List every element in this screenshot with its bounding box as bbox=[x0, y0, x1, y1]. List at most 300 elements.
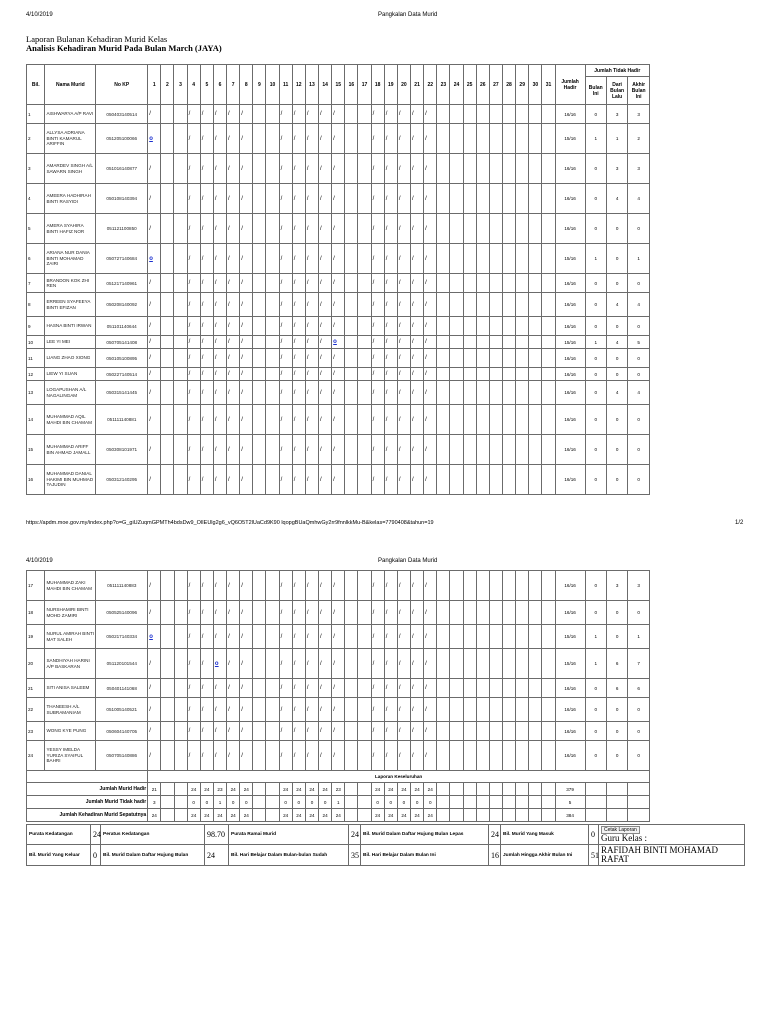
day-cell bbox=[450, 722, 463, 741]
student-bulan-ini: 1 bbox=[585, 625, 606, 649]
day-cell-present: / bbox=[187, 465, 200, 495]
day-cell-present: / bbox=[279, 293, 292, 317]
day-cell-present: / bbox=[227, 435, 240, 465]
student-name: NURUL AMIRAH BINTI MAT SALEH bbox=[45, 625, 96, 649]
day-cell bbox=[358, 124, 371, 154]
day-cell-present: / bbox=[213, 679, 226, 698]
day-cell-present: / bbox=[319, 274, 332, 293]
summary-day-value bbox=[516, 809, 529, 822]
day-cell-present: / bbox=[187, 601, 200, 625]
student-name: SANDHIYAH HARINI A/P BASKARAN bbox=[45, 649, 96, 679]
day-cell-present: / bbox=[384, 741, 397, 771]
student-hadir: 16/16 bbox=[555, 741, 585, 771]
day-cell-present: / bbox=[213, 435, 226, 465]
day-cell-present: / bbox=[319, 601, 332, 625]
day-cell bbox=[463, 154, 476, 184]
day-cell-present: / bbox=[187, 349, 200, 368]
day-cell bbox=[542, 465, 555, 495]
day-cell bbox=[529, 698, 542, 722]
day-cell bbox=[529, 124, 542, 154]
student-dari-bulan-lalu: 0 bbox=[606, 465, 627, 495]
day-cell-present: / bbox=[148, 154, 161, 184]
day-cell bbox=[476, 741, 489, 771]
day-cell-present: / bbox=[148, 571, 161, 601]
day-cell-present: / bbox=[292, 336, 305, 349]
student-name: NURSHAMIRI BINTI MOHD ZAMIRI bbox=[45, 601, 96, 625]
day-cell-present: / bbox=[424, 649, 437, 679]
day-cell bbox=[358, 698, 371, 722]
day-cell bbox=[489, 124, 502, 154]
day-cell bbox=[345, 625, 358, 649]
day-cell bbox=[503, 105, 516, 124]
day-cell-present: / bbox=[411, 336, 424, 349]
day-cell bbox=[529, 274, 542, 293]
hari-sudah-value: 35 bbox=[349, 845, 361, 866]
day-cell bbox=[450, 649, 463, 679]
day-cell-present: / bbox=[240, 722, 253, 741]
day-cell bbox=[476, 336, 489, 349]
day-cell bbox=[516, 105, 529, 124]
day-cell-present: / bbox=[305, 368, 318, 381]
student-bil: 7 bbox=[27, 274, 45, 293]
student-akhir-bulan-ini: 0 bbox=[628, 465, 650, 495]
day-cell bbox=[489, 154, 502, 184]
day-cell-present: / bbox=[200, 571, 213, 601]
day-cell bbox=[503, 274, 516, 293]
day-cell bbox=[489, 679, 502, 698]
day-cell-present: / bbox=[384, 405, 397, 435]
day-cell-present: / bbox=[213, 317, 226, 336]
summary-label: Jumlah Murid Tidak hadir bbox=[27, 796, 148, 809]
day-cell-present: / bbox=[332, 381, 345, 405]
day-cell bbox=[463, 274, 476, 293]
col-day: 19 bbox=[384, 65, 397, 105]
day-cell-present: / bbox=[148, 336, 161, 349]
day-cell-present: / bbox=[200, 293, 213, 317]
day-cell-present: / bbox=[240, 124, 253, 154]
student-name: ERREEN SYAFEEYA BINTI EFIZAN bbox=[45, 293, 96, 317]
student-name: THANEESH A/L SUBRAMANIAM bbox=[45, 698, 96, 722]
day-cell bbox=[450, 274, 463, 293]
day-cell-present: / bbox=[305, 105, 318, 124]
day-cell-present: / bbox=[240, 154, 253, 184]
day-cell bbox=[437, 722, 450, 741]
day-cell-present: / bbox=[292, 154, 305, 184]
day-cell bbox=[266, 214, 279, 244]
day-cell bbox=[463, 698, 476, 722]
summary-day-value bbox=[503, 809, 516, 822]
day-cell-present: / bbox=[213, 184, 226, 214]
summary-day-value bbox=[253, 783, 266, 796]
col-jumlah-hadir: Jumlah Hadir bbox=[555, 65, 585, 105]
student-kp: 051217140961 bbox=[96, 274, 148, 293]
day-cell-present: / bbox=[200, 649, 213, 679]
day-cell-present: / bbox=[411, 405, 424, 435]
student-dari-bulan-lalu: 0 bbox=[606, 601, 627, 625]
day-cell bbox=[529, 317, 542, 336]
day-cell-present: / bbox=[279, 679, 292, 698]
day-cell-present: / bbox=[424, 154, 437, 184]
student-bil: 18 bbox=[27, 601, 45, 625]
guru-label: Guru Kelas : bbox=[601, 833, 647, 843]
student-kp: 051111140883 bbox=[96, 571, 148, 601]
day-cell-present: / bbox=[424, 698, 437, 722]
day-cell-absent[interactable]: o bbox=[332, 336, 345, 349]
day-cell bbox=[542, 601, 555, 625]
day-cell-present: / bbox=[227, 336, 240, 349]
summary-day-value: 0 bbox=[200, 796, 213, 809]
day-cell-present: / bbox=[305, 649, 318, 679]
summary-day-value: 1 bbox=[332, 796, 345, 809]
day-cell bbox=[437, 368, 450, 381]
day-cell-present: / bbox=[227, 293, 240, 317]
student-kp: 051205100066 bbox=[96, 124, 148, 154]
day-cell bbox=[358, 601, 371, 625]
day-cell-present: / bbox=[371, 381, 384, 405]
day-cell-present: / bbox=[371, 625, 384, 649]
student-kp: 050312140295 bbox=[96, 465, 148, 495]
day-cell bbox=[437, 601, 450, 625]
day-cell bbox=[253, 317, 266, 336]
day-cell-absent[interactable]: o bbox=[148, 244, 161, 274]
table-row bbox=[27, 368, 650, 381]
student-bil: 19 bbox=[27, 625, 45, 649]
student-bil: 21 bbox=[27, 679, 45, 698]
summary-day-value: 24 bbox=[240, 783, 253, 796]
day-cell-present: / bbox=[424, 679, 437, 698]
day-cell-present: / bbox=[187, 124, 200, 154]
day-cell-present: / bbox=[213, 154, 226, 184]
day-cell-present: / bbox=[187, 741, 200, 771]
day-cell bbox=[516, 214, 529, 244]
day-cell bbox=[476, 722, 489, 741]
day-cell-present: / bbox=[227, 317, 240, 336]
student-bil: 15 bbox=[27, 435, 45, 465]
day-cell-present: / bbox=[371, 435, 384, 465]
day-cell bbox=[253, 601, 266, 625]
day-cell-present: / bbox=[292, 214, 305, 244]
day-cell-present: / bbox=[148, 368, 161, 381]
day-cell bbox=[516, 244, 529, 274]
day-cell bbox=[463, 649, 476, 679]
summary-day-value: 24 bbox=[187, 809, 200, 822]
print-url[interactable]: https://apdm.moe.gov.my/index.php?o=G_giUZuqmGPMTh4bdsDw9_OlIEUlg2g6_vQ6O5T2lUaCd9K90 lqopgBUaQmhwGy2rr9fnnlkkMu-B&kelas=7790408&tahun=19 bbox=[26, 520, 434, 526]
summary-day-value: 24 bbox=[424, 809, 437, 822]
day-cell bbox=[463, 741, 476, 771]
day-cell bbox=[489, 571, 502, 601]
day-cell-present: / bbox=[384, 244, 397, 274]
day-cell bbox=[253, 741, 266, 771]
day-cell bbox=[463, 465, 476, 495]
student-hadir: 16/16 bbox=[555, 368, 585, 381]
summary-label: Jumlah Kehadiran Murid Sepatutnya bbox=[27, 809, 148, 822]
day-cell bbox=[503, 722, 516, 741]
day-cell bbox=[437, 214, 450, 244]
day-cell-present: / bbox=[332, 679, 345, 698]
summary-day-value: 0 bbox=[397, 796, 410, 809]
day-cell-present: / bbox=[227, 105, 240, 124]
day-cell bbox=[529, 381, 542, 405]
student-dari-bulan-lalu: 0 bbox=[606, 349, 627, 368]
summary-day-value bbox=[503, 796, 516, 809]
summary-day-value: 24 bbox=[200, 809, 213, 822]
cetak-laporan-button[interactable]: Cetak Laporan bbox=[601, 826, 640, 834]
day-cell-present: / bbox=[371, 698, 384, 722]
day-cell bbox=[358, 465, 371, 495]
day-cell bbox=[529, 244, 542, 274]
guru-name: RAFIDAH BINTI MOHAMAD RAFAT bbox=[601, 845, 718, 864]
day-cell bbox=[345, 698, 358, 722]
day-cell bbox=[161, 244, 174, 274]
day-cell-present: / bbox=[319, 214, 332, 244]
day-cell-absent[interactable]: o bbox=[213, 649, 226, 679]
day-cell-present: / bbox=[384, 184, 397, 214]
day-cell-present: / bbox=[371, 105, 384, 124]
table-row bbox=[27, 601, 650, 625]
student-dari-bulan-lalu: 4 bbox=[606, 336, 627, 349]
day-cell bbox=[437, 317, 450, 336]
day-cell bbox=[503, 244, 516, 274]
day-cell bbox=[358, 722, 371, 741]
day-cell bbox=[529, 571, 542, 601]
day-cell bbox=[345, 465, 358, 495]
day-cell bbox=[174, 698, 187, 722]
student-akhir-bulan-ini: 1 bbox=[628, 244, 650, 274]
student-bil: 24 bbox=[27, 741, 45, 771]
day-cell bbox=[503, 649, 516, 679]
day-cell-present: / bbox=[227, 349, 240, 368]
day-cell-present: / bbox=[200, 601, 213, 625]
table-row bbox=[27, 465, 650, 495]
day-cell bbox=[437, 105, 450, 124]
student-bulan-ini: 0 bbox=[585, 214, 606, 244]
day-cell-present: / bbox=[148, 349, 161, 368]
day-cell-present: / bbox=[397, 336, 410, 349]
student-name: AMEERA HADHIRAH BINTI RASYIDI bbox=[45, 184, 96, 214]
day-cell-present: / bbox=[240, 571, 253, 601]
day-cell-present: / bbox=[411, 124, 424, 154]
print-header-title: Pangkalan Data Murid bbox=[378, 12, 438, 18]
col-day: 5 bbox=[200, 65, 213, 105]
peratus-kedatangan-value: 98.70 bbox=[205, 825, 229, 845]
day-cell-present: / bbox=[227, 679, 240, 698]
summary-day-value: 24 bbox=[305, 783, 318, 796]
student-bulan-ini: 0 bbox=[585, 349, 606, 368]
day-cell-present: / bbox=[213, 214, 226, 244]
day-cell bbox=[174, 293, 187, 317]
day-cell-present: / bbox=[305, 214, 318, 244]
day-cell-present: / bbox=[292, 625, 305, 649]
day-cell bbox=[476, 465, 489, 495]
day-cell-present: / bbox=[424, 105, 437, 124]
student-hadir: 16/16 bbox=[555, 293, 585, 317]
day-cell bbox=[437, 405, 450, 435]
student-bulan-ini: 0 bbox=[585, 571, 606, 601]
day-cell bbox=[253, 349, 266, 368]
day-cell-present: / bbox=[187, 154, 200, 184]
day-cell-present: / bbox=[148, 405, 161, 435]
student-bil: 23 bbox=[27, 722, 45, 741]
day-cell bbox=[489, 105, 502, 124]
day-cell-present: / bbox=[424, 722, 437, 741]
day-cell-present: / bbox=[227, 368, 240, 381]
day-cell bbox=[345, 601, 358, 625]
day-cell-present: / bbox=[240, 698, 253, 722]
col-day: 24 bbox=[450, 65, 463, 105]
student-kp: 050403140514 bbox=[96, 105, 148, 124]
summary-day-value: 24 bbox=[384, 783, 397, 796]
day-cell bbox=[450, 435, 463, 465]
day-cell-present: / bbox=[397, 741, 410, 771]
day-cell-present: / bbox=[424, 601, 437, 625]
day-cell bbox=[253, 184, 266, 214]
day-cell-present: / bbox=[292, 698, 305, 722]
day-cell bbox=[345, 105, 358, 124]
day-cell-present: / bbox=[411, 317, 424, 336]
day-cell bbox=[489, 741, 502, 771]
print-date-page-2: 4/10/2019 bbox=[26, 558, 53, 564]
day-cell-present: / bbox=[305, 679, 318, 698]
student-kp: 050401141068 bbox=[96, 679, 148, 698]
summary-day-value bbox=[450, 796, 463, 809]
day-cell-present: / bbox=[148, 293, 161, 317]
day-cell bbox=[253, 625, 266, 649]
table-row bbox=[27, 244, 650, 274]
day-cell bbox=[358, 105, 371, 124]
day-cell bbox=[345, 381, 358, 405]
day-cell-present: / bbox=[305, 336, 318, 349]
day-cell-present: / bbox=[200, 368, 213, 381]
day-cell-present: / bbox=[411, 154, 424, 184]
student-hadir: 16/16 bbox=[555, 698, 585, 722]
day-cell-absent[interactable]: o bbox=[148, 124, 161, 154]
day-cell-present: / bbox=[319, 244, 332, 274]
day-cell-present: / bbox=[411, 649, 424, 679]
day-cell bbox=[489, 722, 502, 741]
day-cell-present: / bbox=[292, 435, 305, 465]
day-cell bbox=[345, 124, 358, 154]
day-cell bbox=[529, 154, 542, 184]
day-cell bbox=[253, 368, 266, 381]
day-cell bbox=[463, 405, 476, 435]
day-cell-absent[interactable]: o bbox=[148, 625, 161, 649]
summary-total: 379 bbox=[555, 783, 585, 796]
student-name: AMARDEV SINGH A/L SAWARN SINGH bbox=[45, 154, 96, 184]
day-cell-present: / bbox=[240, 405, 253, 435]
print-date: 4/10/2019 bbox=[26, 12, 53, 18]
day-cell bbox=[450, 184, 463, 214]
summary-day-value bbox=[253, 809, 266, 822]
day-cell bbox=[358, 649, 371, 679]
summary-day-value: 0 bbox=[411, 796, 424, 809]
day-cell-present: / bbox=[240, 741, 253, 771]
day-cell bbox=[463, 293, 476, 317]
day-cell-present: / bbox=[371, 349, 384, 368]
student-kp: 050705140886 bbox=[96, 741, 148, 771]
day-cell bbox=[253, 124, 266, 154]
student-bil: 22 bbox=[27, 698, 45, 722]
day-cell bbox=[266, 317, 279, 336]
day-cell bbox=[345, 154, 358, 184]
student-bil: 14 bbox=[27, 405, 45, 435]
table-row bbox=[27, 679, 650, 698]
day-cell-present: / bbox=[213, 741, 226, 771]
student-dari-bulan-lalu: 3 bbox=[606, 105, 627, 124]
summary-day-value: 24 bbox=[397, 809, 410, 822]
student-name: LEE YI MEI bbox=[45, 336, 96, 349]
student-hadir: 16/16 bbox=[555, 722, 585, 741]
day-cell bbox=[476, 381, 489, 405]
day-cell-present: / bbox=[384, 435, 397, 465]
day-cell bbox=[253, 293, 266, 317]
day-cell bbox=[450, 214, 463, 244]
day-cell-present: / bbox=[148, 741, 161, 771]
day-cell-present: / bbox=[305, 154, 318, 184]
col-day: 13 bbox=[305, 65, 318, 105]
summary-day-value: 0 bbox=[227, 796, 240, 809]
col-nama: Nama Murid bbox=[45, 65, 96, 105]
day-cell bbox=[542, 124, 555, 154]
day-cell-present: / bbox=[424, 741, 437, 771]
day-cell bbox=[542, 184, 555, 214]
day-cell bbox=[476, 679, 489, 698]
student-bil: 17 bbox=[27, 571, 45, 601]
day-cell-present: / bbox=[187, 317, 200, 336]
day-cell bbox=[266, 336, 279, 349]
summary-day-value: 24 bbox=[227, 809, 240, 822]
day-cell bbox=[345, 349, 358, 368]
day-cell bbox=[450, 405, 463, 435]
day-cell bbox=[174, 349, 187, 368]
day-cell bbox=[450, 741, 463, 771]
summary-day-value bbox=[542, 783, 555, 796]
day-cell bbox=[529, 722, 542, 741]
day-cell-present: / bbox=[397, 293, 410, 317]
day-cell bbox=[450, 601, 463, 625]
day-cell-present: / bbox=[319, 571, 332, 601]
day-cell bbox=[266, 601, 279, 625]
summary-day-value: 24 bbox=[292, 809, 305, 822]
day-cell bbox=[161, 625, 174, 649]
table-row bbox=[27, 124, 650, 154]
day-cell bbox=[476, 124, 489, 154]
day-cell bbox=[253, 722, 266, 741]
day-cell-present: / bbox=[384, 698, 397, 722]
day-cell bbox=[503, 698, 516, 722]
day-cell-present: / bbox=[384, 105, 397, 124]
student-kp: 050308101971 bbox=[96, 435, 148, 465]
murid-keluar-value: 0 bbox=[91, 845, 101, 866]
col-day: 22 bbox=[424, 65, 437, 105]
day-cell bbox=[489, 465, 502, 495]
day-cell-present: / bbox=[227, 184, 240, 214]
day-cell-present: / bbox=[319, 349, 332, 368]
day-cell bbox=[463, 571, 476, 601]
day-cell bbox=[437, 349, 450, 368]
day-cell-present: / bbox=[397, 465, 410, 495]
summary-day-value bbox=[161, 809, 174, 822]
day-cell-present: / bbox=[424, 465, 437, 495]
day-cell-present: / bbox=[319, 405, 332, 435]
day-cell-present: / bbox=[319, 649, 332, 679]
day-cell-present: / bbox=[411, 625, 424, 649]
purata-kedatangan-value: 24 bbox=[91, 825, 101, 845]
day-cell-present: / bbox=[227, 649, 240, 679]
student-kp: 051005140521 bbox=[96, 698, 148, 722]
student-hadir: 16/16 bbox=[555, 571, 585, 601]
summary-day-value bbox=[450, 783, 463, 796]
summary-day-value bbox=[161, 796, 174, 809]
